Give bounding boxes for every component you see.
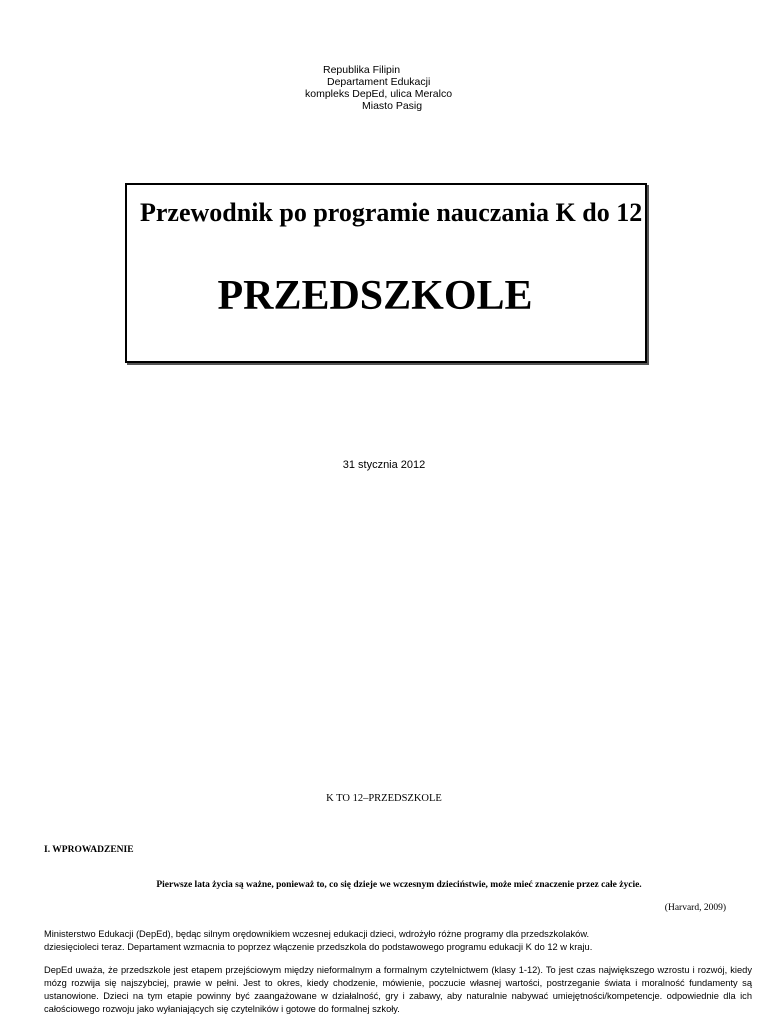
paragraph-1-line-2: dziesięcioleci teraz. Departament wzmacnia to poprzez włączenie przedszkola do podstawowego programu edukacji K do 12 w kraju. — [44, 942, 593, 952]
paragraph-2: DepEd uważa, że przedszkole jest etapem przejściowym między nieformalnym a formalnym czytelnictwem (klasy 1-12). To jest czas największego wzrostu i rozwój, kiedy mózg rozwija się najszybciej, prawie w pełni. Jest to okres, kiedy chodzenie, mówienie, poczucie własnej wartości, postrzeganie świata i moralność fundamenty są ustanowione. Dzieci na tym etapie powinny być zaangażowane w działalność, gry i zabawy, aby naturalnie nabywać umiejętności/kompetencje. odpowiednie dla ich całościowego rozwoju jako wyłaniających się czytelników i gotowe do formalnej szkoły. — [44, 965, 752, 1014]
section-heading: K TO 12–PRZEDSZKOLE — [326, 793, 442, 804]
document-title: PRZEDSZKOLE — [217, 273, 533, 319]
document-date: 31 stycznia 2012 — [342, 459, 426, 471]
paragraph-1-line-1: Ministerstwo Edukacji (DepEd), będąc silnym orędownikiem wczesnej edukacji dzieci, wdrożyło różne programy dla przedszkolaków. — [44, 929, 590, 939]
epigraph-quote: Pierwsze lata życia są ważne, ponieważ to, co się dzieje we wczesnym dzieciństwie, może mieć znaczenie przez całe życie. — [156, 880, 642, 890]
document-subtitle: Przewodnik po programie nauczania K do 12 — [140, 198, 643, 227]
header-department: Departament Edukacji — [327, 76, 431, 88]
header-city: Miasto Pasig — [362, 100, 423, 112]
epigraph-citation: (Harvard, 2009) — [664, 903, 726, 913]
header-address: kompleks DepEd, ulica Meralco — [305, 88, 453, 100]
intro-heading: I. WPROWADZENIE — [44, 845, 134, 855]
header-country: Republika Filipin — [323, 64, 401, 76]
paragraph-1 — [44, 928, 752, 954]
